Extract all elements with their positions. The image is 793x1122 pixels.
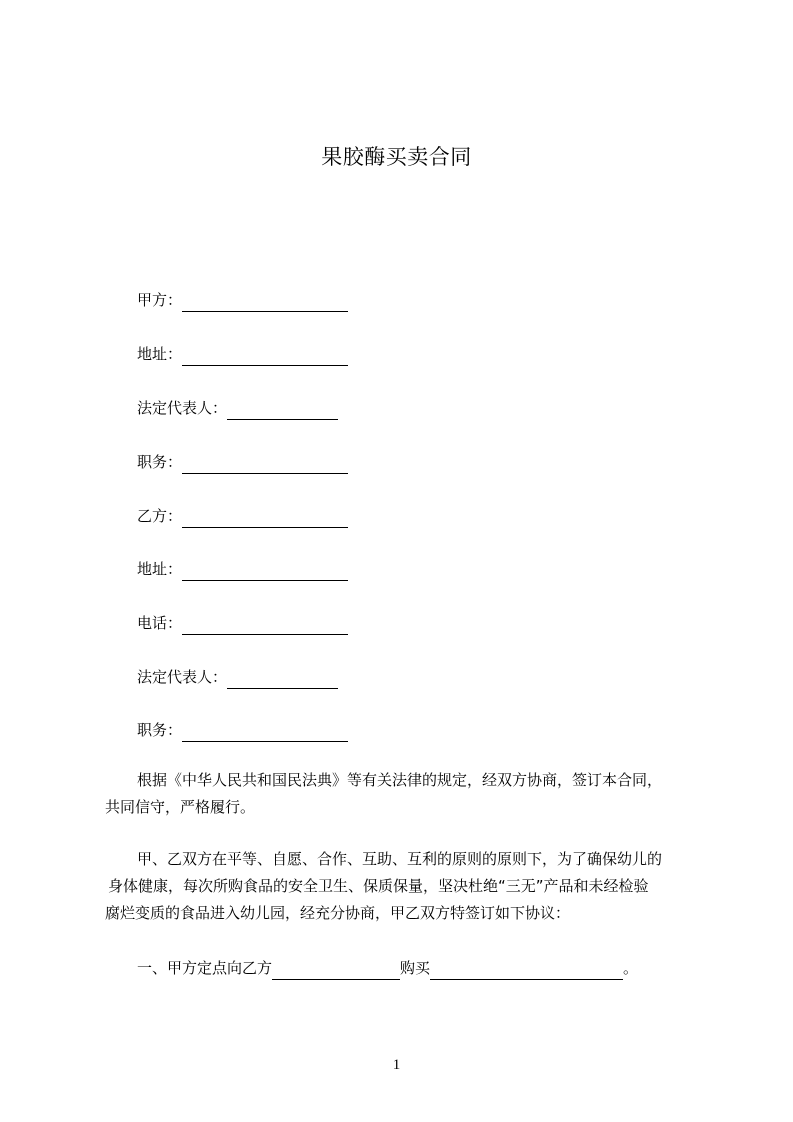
party-a-legal-rep-label: 法定代表人：	[137, 399, 228, 417]
page-number: 1	[392, 1057, 401, 1073]
party-a-field	[137, 288, 348, 312]
party-a-label: 甲方：	[137, 291, 183, 309]
party-b-phone-label: 电话：	[137, 614, 183, 632]
party-b-phone-blank[interactable]	[182, 616, 348, 635]
party-a-position-blank[interactable]	[182, 455, 348, 474]
party-a-legal-rep-field	[137, 396, 338, 420]
party-b-address-blank[interactable]	[182, 562, 348, 581]
purpose-line-3: 腐烂变质的食品进入幼儿园，经充分协商，甲乙双方特签订如下协议：	[105, 904, 571, 922]
party-b-legal-rep-blank[interactable]	[227, 670, 338, 689]
party-b-phone-field	[137, 611, 348, 635]
party-b-position-blank[interactable]	[182, 723, 348, 742]
party-b-field	[137, 504, 348, 528]
party-b-blank[interactable]	[182, 509, 348, 528]
party-b-position-label: 职务：	[137, 721, 183, 739]
purpose-line-2: 身体健康，每次所购食品的安全卫生、保质保量，坚决杜绝“三无”产品和未经检验	[108, 877, 649, 895]
clause-1-supplier-blank[interactable]	[272, 961, 400, 980]
party-b-address-field	[137, 557, 348, 581]
party-a-address-field	[137, 342, 348, 366]
purpose-line-1: 甲、乙双方在平等、自愿、合作、互助、互利的原则的原则下，为了确保幼儿的	[137, 850, 663, 868]
party-a-position-label: 职务：	[137, 453, 183, 471]
legal-basis-line-1: 根据《中华人民共和国民法典》等有关法律的规定，经双方协商，签订本合同，	[137, 771, 663, 789]
party-b-label: 乙方：	[137, 507, 183, 525]
clause-1	[137, 956, 638, 980]
party-b-legal-rep-label: 法定代表人：	[137, 668, 228, 686]
legal-basis-line-2: 共同信守，严格履行。	[105, 798, 256, 816]
party-a-blank[interactable]	[182, 293, 348, 312]
document-title: 果胶酶买卖合同	[321, 145, 472, 169]
party-a-legal-rep-blank[interactable]	[227, 401, 338, 420]
party-b-position-field	[137, 718, 348, 742]
party-a-address-blank[interactable]	[182, 347, 348, 366]
clause-1-prefix: 一、甲方定点向乙方	[137, 959, 273, 977]
clause-1-product-blank[interactable]	[430, 961, 623, 980]
clause-1-middle: 购买	[400, 959, 431, 977]
party-a-address-label: 地址：	[137, 345, 183, 363]
party-b-address-label: 地址：	[137, 560, 183, 578]
legal-basis-paragraph	[105, 767, 701, 821]
party-b-legal-rep-field	[137, 665, 338, 689]
clause-1-suffix: 。	[623, 959, 639, 977]
purpose-paragraph	[105, 846, 701, 927]
party-a-position-field	[137, 450, 348, 474]
